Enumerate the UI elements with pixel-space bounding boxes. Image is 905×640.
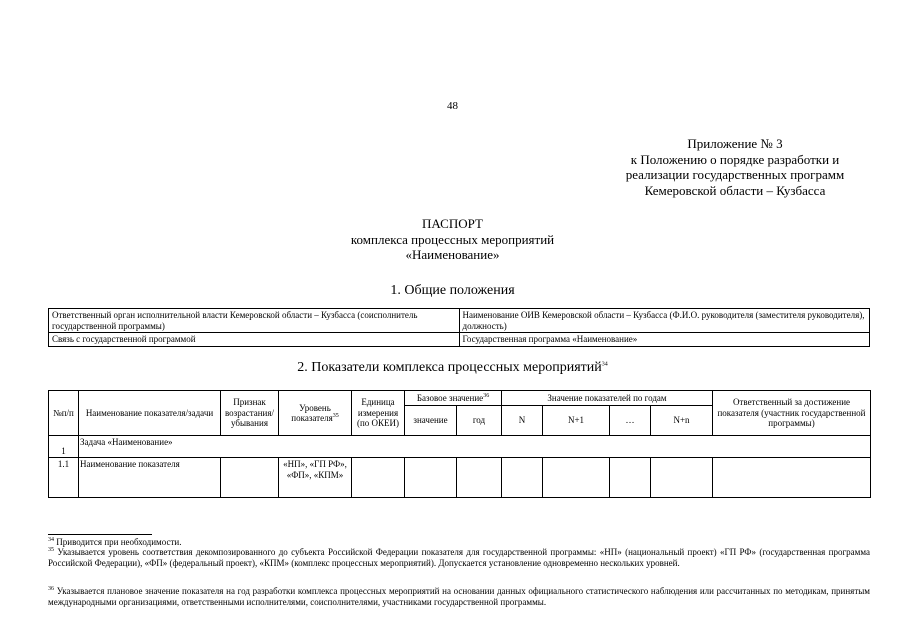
section2-heading [0,360,905,376]
title-line: ПАСПОРТ [422,216,483,231]
header-num: №п/п [49,391,79,436]
table-cell [543,458,610,498]
title-line: комплекса процессных мероприятий [350,231,555,247]
indicator-row [49,458,871,498]
appendix-header [605,136,865,198]
table-cell [457,458,502,498]
table-cell: Связь с государственной программой [49,333,460,347]
header-year-n1: N+1 [543,406,610,436]
header-level [279,391,352,436]
footnote-separator [48,534,152,535]
footnote-num: 36 [48,586,54,592]
header-year-ellipsis: … [610,406,651,436]
header-base-value: значение [405,406,457,436]
header-base [405,391,502,406]
appendix-line: Приложение № 3 [687,136,783,151]
indicators-table [48,390,871,498]
header-level-text: Уровень показателя [291,402,333,423]
footnote-ref: 36 [483,392,490,399]
table-cell [502,458,543,498]
footnote-text: Указывается плановое значение показателя на год разработки комплекса процессных мероприятий на основании данных официального статистического наблюдения или рассчитанных по методикам, принятым международными организациями, ответственными исполнителями, соисполнителями, участниками государственной программы. [48,586,870,607]
section1-heading: 1. Общие положения [390,283,515,298]
general-provisions-table [48,308,870,347]
indicator-num: 1.1 [49,458,79,498]
header-row [49,391,871,406]
header-unit: Единица измерения (по ОКЕИ) [352,391,405,436]
footnote-ref: 34 [601,361,608,368]
footnote [48,547,870,568]
footnote-text: Указывается уровень соответствия декомпозированного до субъекта Российской Федерации показателя для государственной программы: «НП» (национальный проект) «ГП РФ» (государственная программа Российской Федерации), «ФП» (федеральный проект), «КПМ» (комплекс процессных мероприятий). Допускается установление одновременно нескольких уровней. [48,547,871,568]
table-cell [405,458,457,498]
footnote-ref: 35 [332,413,339,419]
appendix-line: Кемеровской области – Кузбасса [644,182,826,198]
appendix-line: реализации государственных программ [625,167,845,182]
table-cell [610,458,651,498]
document-title [0,216,905,263]
task-num: 1 [49,436,79,458]
page-number: 48 [447,100,458,112]
header-sign: Признак возрастания/ убывания [221,391,279,436]
table-cell [713,458,871,498]
title-line: «Наименование» [405,247,500,262]
footnote [48,537,870,548]
footnote-num: 35 [48,547,54,553]
footnote-text: Приводится при необходимости. [56,537,182,547]
indicator-name: Наименование показателя [79,458,221,498]
table-row [49,333,870,347]
task-row [49,436,871,458]
header-year-n: N [502,406,543,436]
table-cell [651,458,713,498]
footnote-num: 34 [48,537,54,543]
table-row [49,309,870,333]
table-cell: Наименование ОИВ Кемеровской области – Кузбасса (Ф.И.О. руководителя (заместителя руководителя), должность) [459,309,870,333]
task-text: Задача «Наименование» [79,436,871,458]
header-base-text: Базовое значение [416,392,484,403]
footnote [48,586,870,607]
table-cell [352,458,405,498]
table-cell [221,458,279,498]
indicator-level: «НП», «ГП РФ», «ФП», «КПМ» [279,458,352,498]
section2-heading-text: 2. Показатели комплекса процессных мероприятий [297,360,602,375]
header-responsible: Ответственный за достижение показателя (участник государственной программы) [713,391,871,436]
header-name: Наименование показателя/задачи [79,391,221,436]
table-cell: Ответственный орган исполнительной власти Кемеровской области – Кузбасса (соисполнитель государственной программы) [49,309,460,333]
appendix-line: к Положению о порядке разработки и [630,151,840,167]
header-base-year: год [457,406,502,436]
header-years: Значение показателей по годам [502,391,713,406]
header-year-nn: N+n [651,406,713,436]
table-cell: Государственная программа «Наименование» [459,333,870,347]
